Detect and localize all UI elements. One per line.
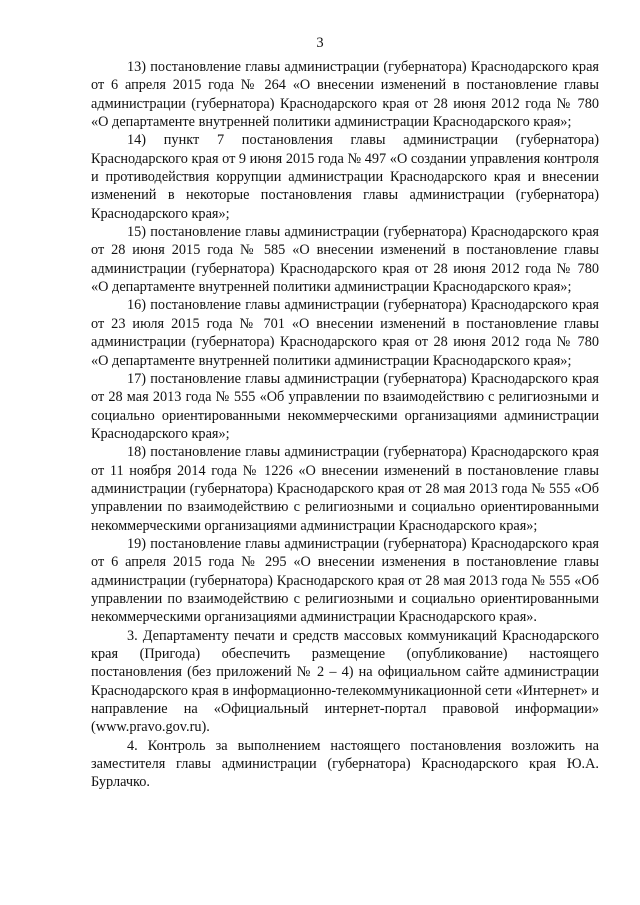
document-body [91, 58, 599, 792]
clause-4-control: 4. Контроль за выполнением настоящего постановления возложить на заместителя главы администрации (губернатора) Краснодарского края Ю.А. Бурлачко. [91, 737, 599, 791]
clause-3-publication: 3. Департаменту печати и средств массовых коммуникаций Краснодарского края (Пригода) обеспечить размещение (опубликование) настоящего постановления (без приложений № 2 – 4) на официальном сайте администрации Краснодарского края в информационно-телекоммуникационной сети «Интернет» и направление на «Официальный интернет-портал правовой информации» (www.pravo.gov.ru). [91, 627, 599, 736]
list-item-14: 14) пункт 7 постановления главы администрации (губернатора) Краснодарского края от 9 июня 2015 года № 497 «О создании управления контроля и противодействия коррупции администрации Краснодарского края и внесении изменений в некоторые постановления главы администрации (губернатора) Краснодарского края»; [91, 132, 599, 222]
list-item-16: 16) постановление главы администрации (губернатора) Краснодарского края от 23 июля 2015 года № 701 «О внесении изменений в постановление главы администрации (губернатора) Краснодарского края от 28 июня 2012 года № 780 «О департаменте внутренней политики администрации Краснодарского края»; [91, 297, 599, 369]
page-number: 3 [316, 35, 324, 51]
list-item-15: 15) постановление главы администрации (губернатора) Краснодарского края от 28 июня 2015 года № 585 «О внесении изменений в постановление главы администрации (губернатора) Краснодарского края от 28 июня 2012 года № 780 «О департаменте внутренней политики администрации Краснодарского края»; [91, 224, 599, 296]
list-item-18: 18) постановление главы администрации (губернатора) Краснодарского края от 11 ноября 2014 года № 1226 «О внесении изменений в постановление главы администрации (губернатора) Краснодарского края от 28 мая 2013 года № 555 «Об управлении по взаимодействию с религиозными и социально ориентированными некоммерческими организациями администрации Краснодарского края»; [91, 444, 599, 534]
list-item-13: 13) постановление главы администрации (губернатора) Краснодарского края от 6 апреля 2015 года № 264 «О внесении изменений в постановление главы администрации (губернатора) Краснодарского края от 28 июня 2012 года № 780 «О департаменте внутренней политики администрации Краснодарского края»; [91, 59, 599, 131]
list-item-19: 19) постановление главы администрации (губернатора) Краснодарского края от 6 апреля 2015 года № 295 «О внесении изменения в постановление главы администрации (губернатора) Краснодарского края от 28 мая 2013 года № 555 «Об управлении по взаимодействию с религиозными и социально ориентированными некоммерческими организациями администрации Краснодарского края». [91, 535, 599, 626]
list-item-17: 17) постановление главы администрации (губернатора) Краснодарского края от 28 мая 2013 года № 555 «Об управлении по взаимодействию с религиозными и социально ориентированными некоммерческими организациями администрации Краснодарского края»; [91, 370, 599, 442]
